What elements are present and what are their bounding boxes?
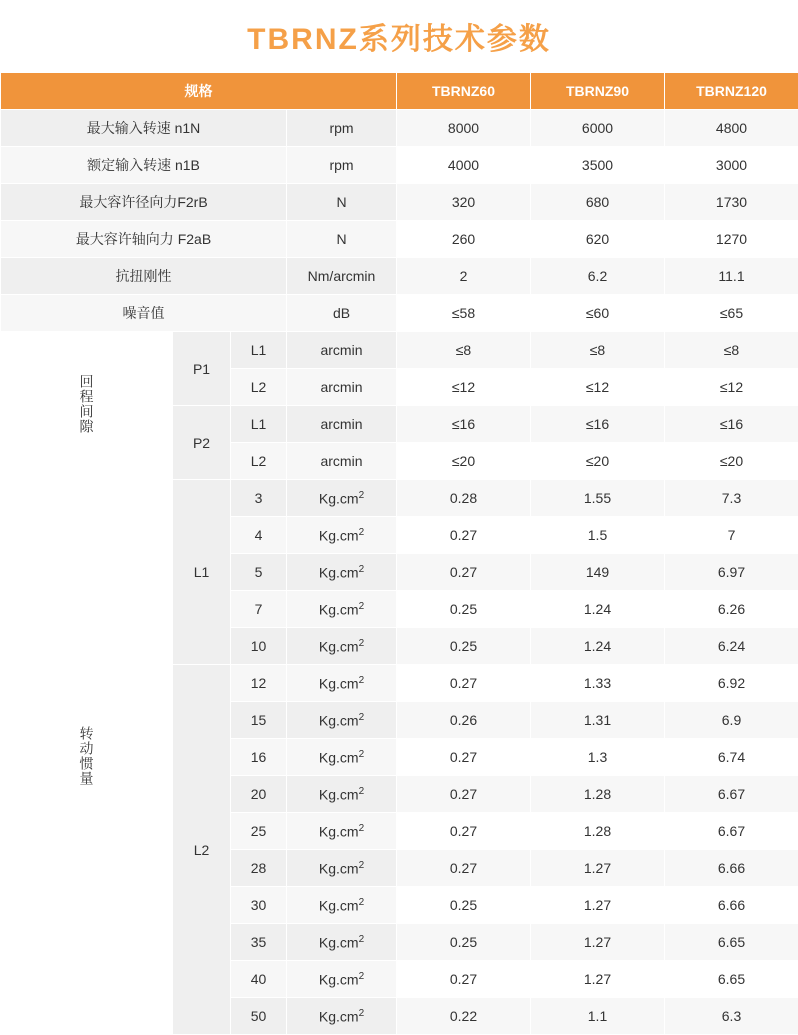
unit-cell: $Kg.cm^2$ xyxy=(287,554,397,591)
header-spec: 规格 xyxy=(1,73,397,110)
header-model-3: TBRNZ120 xyxy=(665,73,798,110)
row-label: 最大容许径向力F2rB xyxy=(1,184,287,221)
value-cell-1: 0.27 xyxy=(397,813,531,850)
value-cell-1: ≤58 xyxy=(397,295,531,332)
value-cell-2: 1.27 xyxy=(531,887,665,924)
value-cell-3: 7.3 xyxy=(665,480,798,517)
value-cell-1: 0.28 xyxy=(397,480,531,517)
unit-cell: arcmin xyxy=(287,406,397,443)
unit-cell: $Kg.cm^2$ xyxy=(287,628,397,665)
unit-cell: $Kg.cm^2$ xyxy=(287,739,397,776)
value-cell-3: ≤12 xyxy=(665,369,798,406)
value-cell-3: 6.9 xyxy=(665,702,798,739)
unit-cell: arcmin xyxy=(287,332,397,369)
value-cell-2: 149 xyxy=(531,554,665,591)
inertia-ratio: 40 xyxy=(231,961,287,998)
value-cell-1: 8000 xyxy=(397,110,531,147)
value-cell-1: 4000 xyxy=(397,147,531,184)
inertia-ratio: 25 xyxy=(231,813,287,850)
value-cell-1: 0.25 xyxy=(397,591,531,628)
value-cell-1: 0.26 xyxy=(397,702,531,739)
unit-cell: arcmin xyxy=(287,369,397,406)
header-model-2: TBRNZ90 xyxy=(531,73,665,110)
header-model-1: TBRNZ60 xyxy=(397,73,531,110)
table-row xyxy=(1,184,798,221)
value-cell-2: 6000 xyxy=(531,110,665,147)
value-cell-1: 0.25 xyxy=(397,887,531,924)
value-cell-1: 320 xyxy=(397,184,531,221)
table-row xyxy=(1,258,798,295)
page-title-bar xyxy=(0,0,798,72)
row-label: 抗扭刚性 xyxy=(1,258,287,295)
inertia-ratio: 7 xyxy=(231,591,287,628)
value-cell-2: ≤12 xyxy=(531,369,665,406)
value-cell-3: ≤8 xyxy=(665,332,798,369)
inertia-stage-L1: L1 xyxy=(173,480,231,665)
value-cell-3: 6.26 xyxy=(665,591,798,628)
value-cell-3: 6.97 xyxy=(665,554,798,591)
inertia-ratio: 16 xyxy=(231,739,287,776)
value-cell-1: ≤12 xyxy=(397,369,531,406)
value-cell-2: ≤60 xyxy=(531,295,665,332)
backlash-precision-P2: P2 xyxy=(173,406,231,480)
unit-cell: arcmin xyxy=(287,443,397,480)
unit-cell: $Kg.cm^2$ xyxy=(287,887,397,924)
inertia-ratio: 10 xyxy=(231,628,287,665)
inertia-ratio: 5 xyxy=(231,554,287,591)
table-row xyxy=(1,147,798,184)
value-cell-3: 6.67 xyxy=(665,776,798,813)
value-cell-2: ≤16 xyxy=(531,406,665,443)
value-cell-3: 7 xyxy=(665,517,798,554)
value-cell-1: ≤20 xyxy=(397,443,531,480)
unit-cell: $Kg.cm^2$ xyxy=(287,702,397,739)
row-label: 额定输入转速 n1B xyxy=(1,147,287,184)
value-cell-3: 6.66 xyxy=(665,887,798,924)
value-cell-3: ≤16 xyxy=(665,406,798,443)
value-cell-2: 1.24 xyxy=(531,591,665,628)
value-cell-1: 0.27 xyxy=(397,739,531,776)
value-cell-3: 6.65 xyxy=(665,961,798,998)
inertia-ratio: 35 xyxy=(231,924,287,961)
inertia-ratio: 3 xyxy=(231,480,287,517)
value-cell-1: 0.27 xyxy=(397,850,531,887)
value-cell-1: 0.27 xyxy=(397,554,531,591)
inertia-ratio: 28 xyxy=(231,850,287,887)
unit-cell: N xyxy=(287,184,397,221)
value-cell-2: ≤8 xyxy=(531,332,665,369)
value-cell-2: 1.27 xyxy=(531,924,665,961)
unit-cell: $Kg.cm^2$ xyxy=(287,665,397,702)
value-cell-1: 0.25 xyxy=(397,924,531,961)
value-cell-2: 6.2 xyxy=(531,258,665,295)
unit-cell: $Kg.cm^2$ xyxy=(287,961,397,998)
value-cell-1: ≤16 xyxy=(397,406,531,443)
table-row xyxy=(1,295,798,332)
value-cell-2: 1.27 xyxy=(531,961,665,998)
table-row xyxy=(1,480,798,517)
value-cell-3: 3000 xyxy=(665,147,798,184)
backlash-group-label: 回程间隙 xyxy=(1,332,173,480)
value-cell-2: 1.24 xyxy=(531,628,665,665)
inertia-stage-L2: L2 xyxy=(173,665,231,1035)
value-cell-3: 6.67 xyxy=(665,813,798,850)
unit-cell: $Kg.cm^2$ xyxy=(287,591,397,628)
backlash-stage: L2 xyxy=(231,369,287,406)
value-cell-1: 0.27 xyxy=(397,776,531,813)
value-cell-1: 0.25 xyxy=(397,628,531,665)
inertia-ratio: 50 xyxy=(231,998,287,1035)
table-row xyxy=(1,332,798,369)
unit-cell: $Kg.cm^2$ xyxy=(287,850,397,887)
row-label: 最大容许轴向力 F2aB xyxy=(1,221,287,258)
value-cell-3: 1730 xyxy=(665,184,798,221)
value-cell-2: 1.33 xyxy=(531,665,665,702)
unit-cell: Nm/arcmin xyxy=(287,258,397,295)
value-cell-2: 3500 xyxy=(531,147,665,184)
parameters-table xyxy=(0,72,798,1035)
value-cell-3: 6.24 xyxy=(665,628,798,665)
value-cell-1: 0.27 xyxy=(397,517,531,554)
value-cell-1: ≤8 xyxy=(397,332,531,369)
inertia-ratio: 15 xyxy=(231,702,287,739)
value-cell-3: ≤65 xyxy=(665,295,798,332)
value-cell-1: 2 xyxy=(397,258,531,295)
value-cell-1: 260 xyxy=(397,221,531,258)
row-label: 噪音值 xyxy=(1,295,287,332)
backlash-stage: L1 xyxy=(231,406,287,443)
inertia-ratio: 20 xyxy=(231,776,287,813)
value-cell-2: ≤20 xyxy=(531,443,665,480)
value-cell-3: 6.74 xyxy=(665,739,798,776)
inertia-ratio: 30 xyxy=(231,887,287,924)
table-row xyxy=(1,110,798,147)
value-cell-2: 1.31 xyxy=(531,702,665,739)
value-cell-3: 1270 xyxy=(665,221,798,258)
unit-cell: $Kg.cm^2$ xyxy=(287,924,397,961)
unit-cell: $Kg.cm^2$ xyxy=(287,813,397,850)
inertia-ratio: 12 xyxy=(231,665,287,702)
value-cell-2: 1.55 xyxy=(531,480,665,517)
value-cell-3: 11.1 xyxy=(665,258,798,295)
unit-cell: $Kg.cm^2$ xyxy=(287,517,397,554)
backlash-stage: L1 xyxy=(231,332,287,369)
table-header-row xyxy=(1,73,798,110)
inertia-group-label: 转动惯量 xyxy=(1,480,173,1035)
table-row xyxy=(1,221,798,258)
page-title: TBRNZ系列技术参数 xyxy=(247,23,551,56)
unit-cell: rpm xyxy=(287,110,397,147)
value-cell-3: 4800 xyxy=(665,110,798,147)
value-cell-2: 1.28 xyxy=(531,776,665,813)
inertia-ratio: 4 xyxy=(231,517,287,554)
value-cell-2: 1.27 xyxy=(531,850,665,887)
unit-cell: $Kg.cm^2$ xyxy=(287,998,397,1035)
value-cell-2: 620 xyxy=(531,221,665,258)
value-cell-3: ≤20 xyxy=(665,443,798,480)
value-cell-3: 6.3 xyxy=(665,998,798,1035)
value-cell-2: 1.3 xyxy=(531,739,665,776)
value-cell-3: 6.92 xyxy=(665,665,798,702)
unit-cell: rpm xyxy=(287,147,397,184)
value-cell-3: 6.66 xyxy=(665,850,798,887)
value-cell-1: 0.22 xyxy=(397,998,531,1035)
value-cell-2: 1.5 xyxy=(531,517,665,554)
value-cell-3: 6.65 xyxy=(665,924,798,961)
value-cell-1: 0.27 xyxy=(397,665,531,702)
row-label: 最大输入转速 n1N xyxy=(1,110,287,147)
unit-cell: $Kg.cm^2$ xyxy=(287,776,397,813)
backlash-precision-P1: P1 xyxy=(173,332,231,406)
value-cell-2: 1.28 xyxy=(531,813,665,850)
unit-cell: $Kg.cm^2$ xyxy=(287,480,397,517)
value-cell-2: 680 xyxy=(531,184,665,221)
backlash-stage: L2 xyxy=(231,443,287,480)
value-cell-1: 0.27 xyxy=(397,961,531,998)
unit-cell: dB xyxy=(287,295,397,332)
unit-cell: N xyxy=(287,221,397,258)
value-cell-2: 1.1 xyxy=(531,998,665,1035)
